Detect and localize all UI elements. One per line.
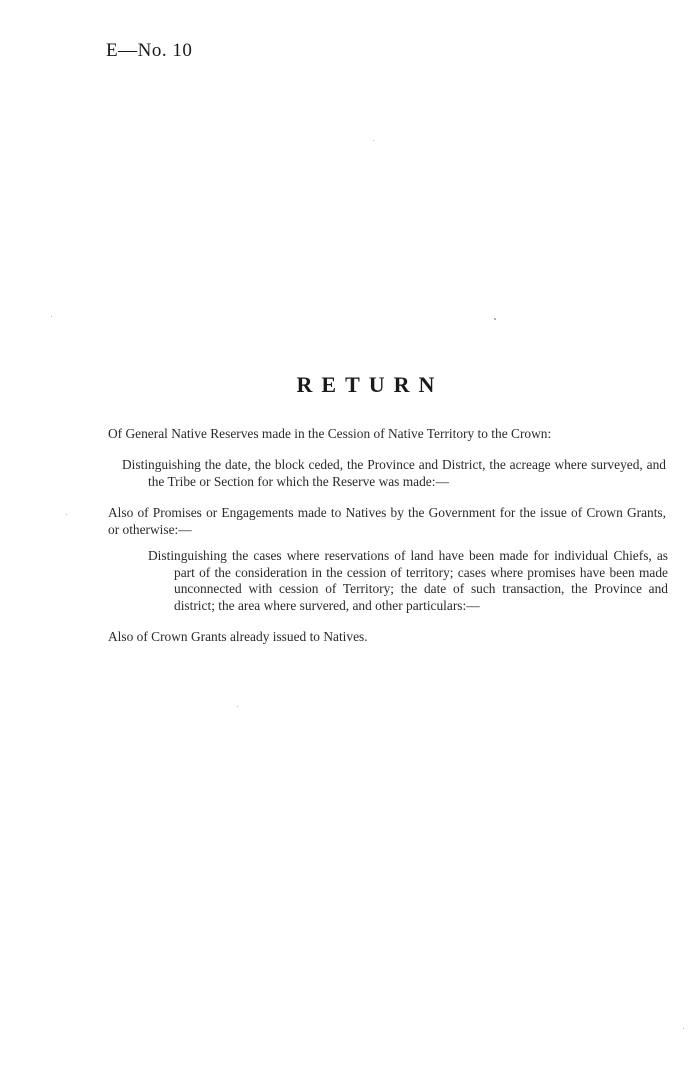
scan-speck <box>237 706 238 707</box>
paragraph-distinguishing-cases: Distinguishing the cases where reservations of land have been made for individual Chiefs, as part of the consideration in the cession of territory; cases where promises have been made unconnected with cession of Territory; the date of such transaction, the Province and district; the area where survered, and other particulars:— <box>148 548 668 613</box>
scan-speck <box>66 514 67 515</box>
scan-speck <box>494 318 496 320</box>
paragraph-general-reserves: Of General Native Reserves made in the Cession of Native Territory to the Crown: <box>108 426 552 441</box>
page-title: RETURN <box>296 372 444 397</box>
paragraph-distinguishing-date: Distinguishing the date, the block ceded, the Province and District, the acreage where surveyed, and the Tribe or Section for which the Reserve was made:— <box>122 457 666 489</box>
paragraph-crown-grants: Also of Crown Grants already issued to Natives. <box>108 629 368 644</box>
scan-speck <box>51 316 52 317</box>
scan-speck <box>683 1028 684 1029</box>
document-reference: E—No. 10 <box>106 40 193 61</box>
scan-speck <box>373 140 374 141</box>
paragraph-promises-engagements: Also of Promises or Engagements made to Natives by the Government for the issue of Crown Grants, or otherwise:— <box>108 505 666 537</box>
